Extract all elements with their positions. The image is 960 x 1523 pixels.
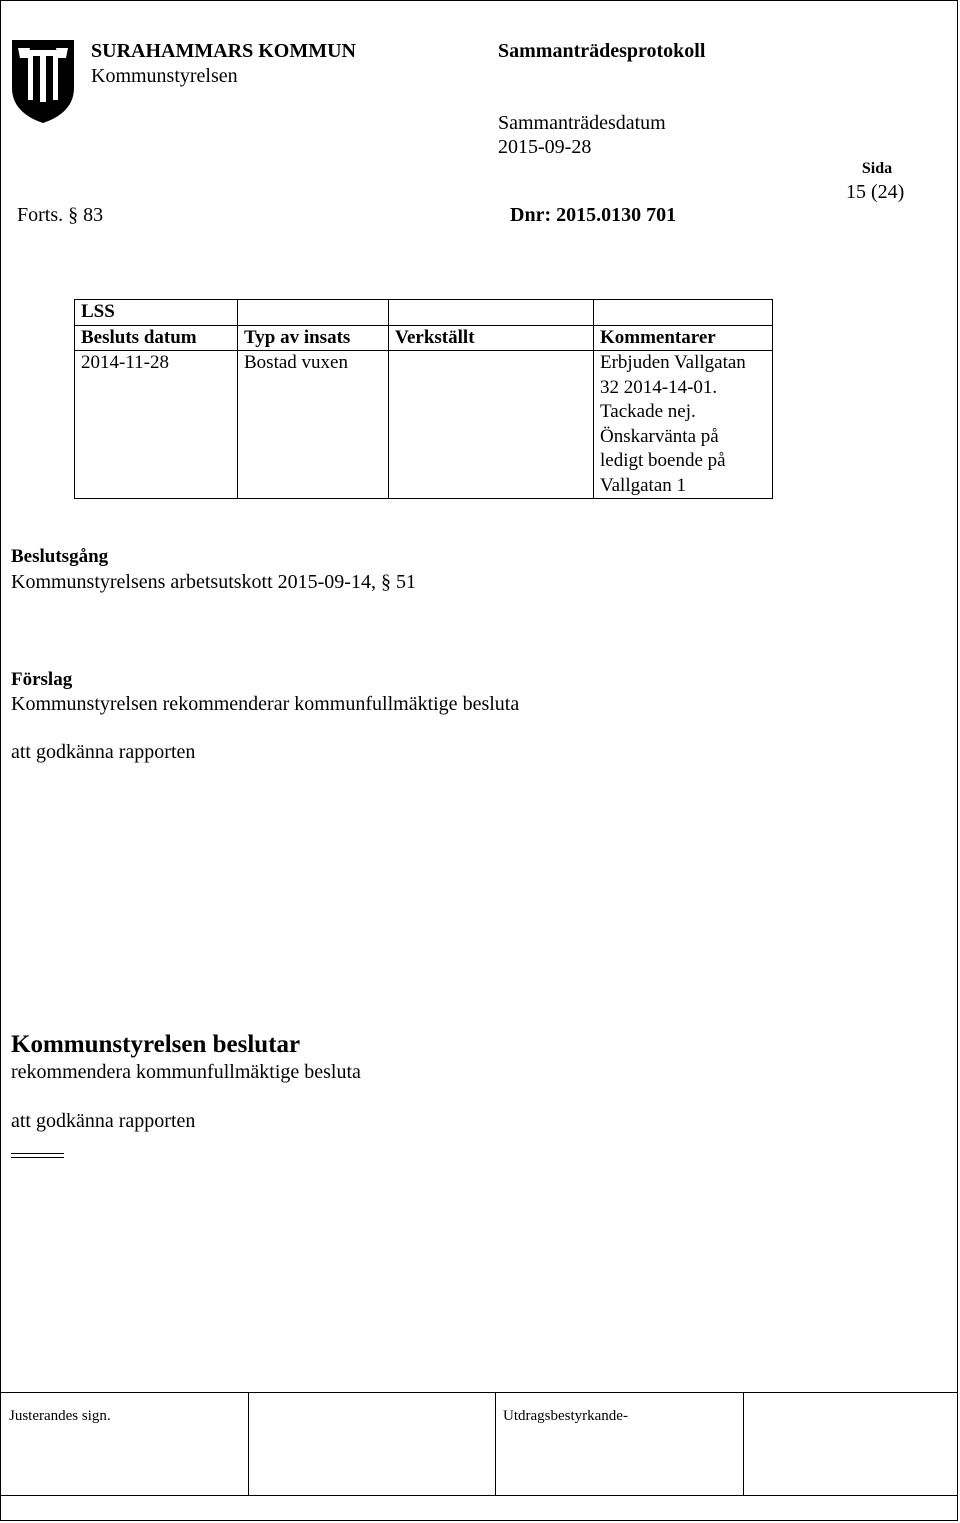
document-type: Sammanträdesprotokoll <box>498 40 706 62</box>
comment-line: 32 2014-14-01. <box>600 376 718 398</box>
column-header: Kommentarer <box>594 325 773 351</box>
comment-line: Erbjuden Vallgatan <box>600 352 746 373</box>
comment-line: Vallgatan 1 <box>600 474 687 496</box>
comment-line: Önskarvänta på <box>600 425 719 447</box>
municipal-coat-of-arms-icon <box>10 38 76 124</box>
diary-number: Dnr: 2015.0130 701 <box>510 204 677 226</box>
table-title-row <box>75 300 773 326</box>
org-name: SURAHAMMARS KOMMUN <box>91 40 356 62</box>
executed-cell <box>389 351 594 499</box>
column-header: Besluts datum <box>75 325 238 351</box>
utdragsbestyrkande-label: Utdragsbestyrkande- <box>503 1408 628 1424</box>
footer-divider <box>248 1393 249 1495</box>
type-cell: Bostad vuxen <box>238 351 389 499</box>
column-header: Typ av insats <box>238 325 389 351</box>
page-label: Sida <box>861 160 893 177</box>
lss-table <box>74 299 773 499</box>
org-subtitle: Kommunstyrelsen <box>91 65 238 87</box>
comment-line: Tackade nej. <box>600 401 696 422</box>
table-title: LSS <box>75 300 238 326</box>
beslutsgang-text: Kommunstyrelsens arbetsutskott 2015-09-14, § 51 <box>11 571 416 593</box>
table-header-row <box>75 325 773 351</box>
footer-divider <box>495 1393 496 1495</box>
decision-text: rekommendera kommunfullmäktige besluta <box>11 1061 361 1083</box>
forslag-heading: Förslag <box>11 669 73 690</box>
paragraph-reference: Forts. § 83 <box>17 204 104 226</box>
justerandes-sign-label: Justerandes sign. <box>9 1408 111 1424</box>
comment-line: ledigt boende på <box>600 450 726 471</box>
decision-text-2: att godkänna rapporten <box>11 1110 196 1132</box>
signature-footer <box>0 1392 958 1496</box>
beslutsgang-heading: Beslutsgång <box>11 546 109 567</box>
forslag-text: Kommunstyrelsen rekommenderar kommunfullmäktige besluta <box>11 693 520 715</box>
decision-date-cell: 2014-11-28 <box>75 351 238 499</box>
meeting-date-value: 2015-09-28 <box>498 136 592 158</box>
page-number: 15 (24) <box>846 181 905 203</box>
meeting-date-label: Sammanträdesdatum <box>498 112 666 134</box>
column-header: Verkställt <box>389 325 594 351</box>
comment-cell <box>594 351 773 499</box>
forslag-text-2: att godkänna rapporten <box>11 741 196 763</box>
end-rule <box>11 1153 64 1158</box>
decision-heading: Kommunstyrelsen beslutar <box>11 1031 301 1058</box>
footer-divider <box>743 1393 744 1495</box>
table-row <box>75 351 773 499</box>
